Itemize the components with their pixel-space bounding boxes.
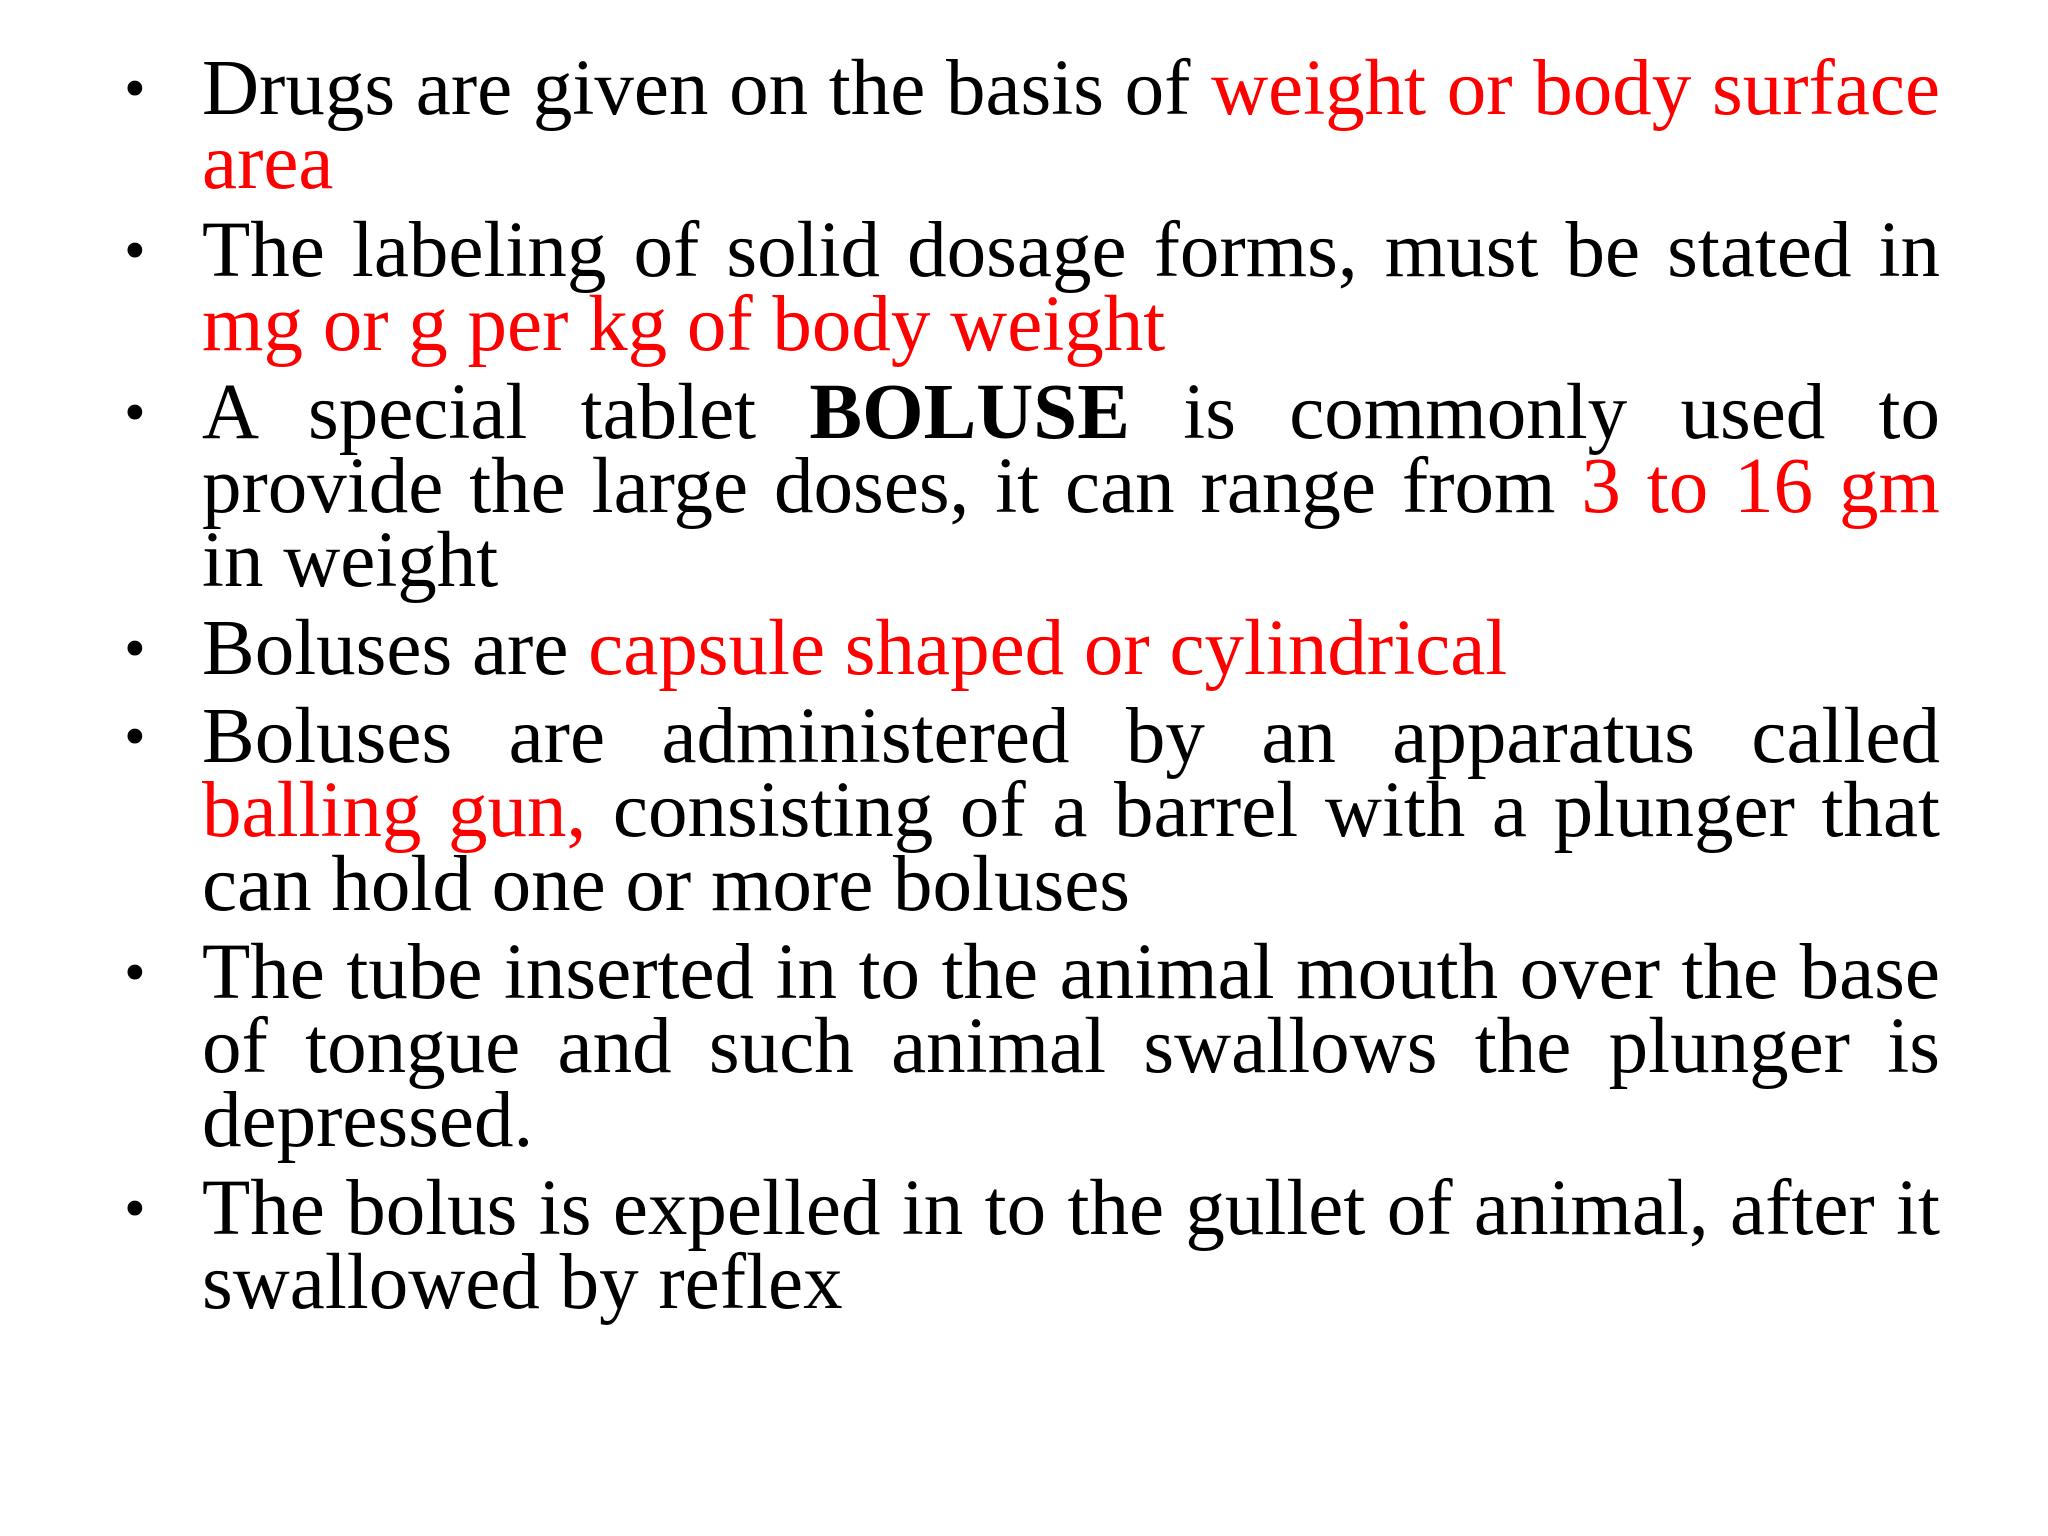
- bullet-marker: •: [124, 615, 146, 683]
- bullet-marker: •: [124, 939, 146, 1007]
- bullet-text: consisting of a barrel with a plunger that can hold one or more boluses: [202, 767, 1940, 928]
- bullet-text: Boluses are administered by an apparatus called: [202, 693, 1940, 780]
- bullet-text: Boluses are: [202, 605, 589, 692]
- highlight-text: weight or body surface area: [202, 45, 1941, 206]
- bullet-item-tube: [124, 929, 1940, 1164]
- bullet-item-bolus-shape: [124, 605, 1940, 692]
- bullet-item-boluse: [124, 369, 1941, 604]
- highlight-text: balling gun,: [202, 767, 587, 854]
- bullet-marker: •: [124, 1175, 146, 1243]
- bullet-text: The bolus is expelled in to the gullet of animal, after it swallowed by reflex: [202, 1165, 1940, 1326]
- bullet-text: Drugs are given on the basis of: [202, 45, 1212, 132]
- bold-term: BOLUSE: [809, 369, 1130, 456]
- bullet-marker: •: [124, 703, 146, 771]
- highlight-text: mg or g per kg of body weight: [202, 281, 1166, 368]
- bullet-item-balling-gun: [124, 693, 1940, 928]
- bullet-text: A special tablet: [202, 369, 810, 456]
- bullet-marker: •: [124, 379, 146, 447]
- bullet-item-drugs-dosing: [124, 45, 1941, 206]
- bullet-item-expelled: [124, 1165, 1940, 1326]
- bullet-text: is commonly used to provide the large doses, it can range from: [202, 369, 1941, 530]
- bullet-text: The tube inserted in to the animal mouth over the base of tongue and such animal swallows the plunger is depressed.: [202, 929, 1940, 1164]
- highlight-text: 3 to 16 gm: [1581, 443, 1940, 530]
- highlight-text: capsule shaped or cylindrical: [588, 605, 1508, 692]
- bullet-marker: •: [124, 55, 146, 123]
- bullet-marker: •: [124, 217, 146, 285]
- bullet-text: in weight: [202, 517, 499, 604]
- bullet-list: [124, 45, 1941, 1334]
- bullet-text: The labeling of solid dosage forms, must be stated in: [202, 207, 1940, 294]
- bullet-item-labeling: [124, 207, 1940, 368]
